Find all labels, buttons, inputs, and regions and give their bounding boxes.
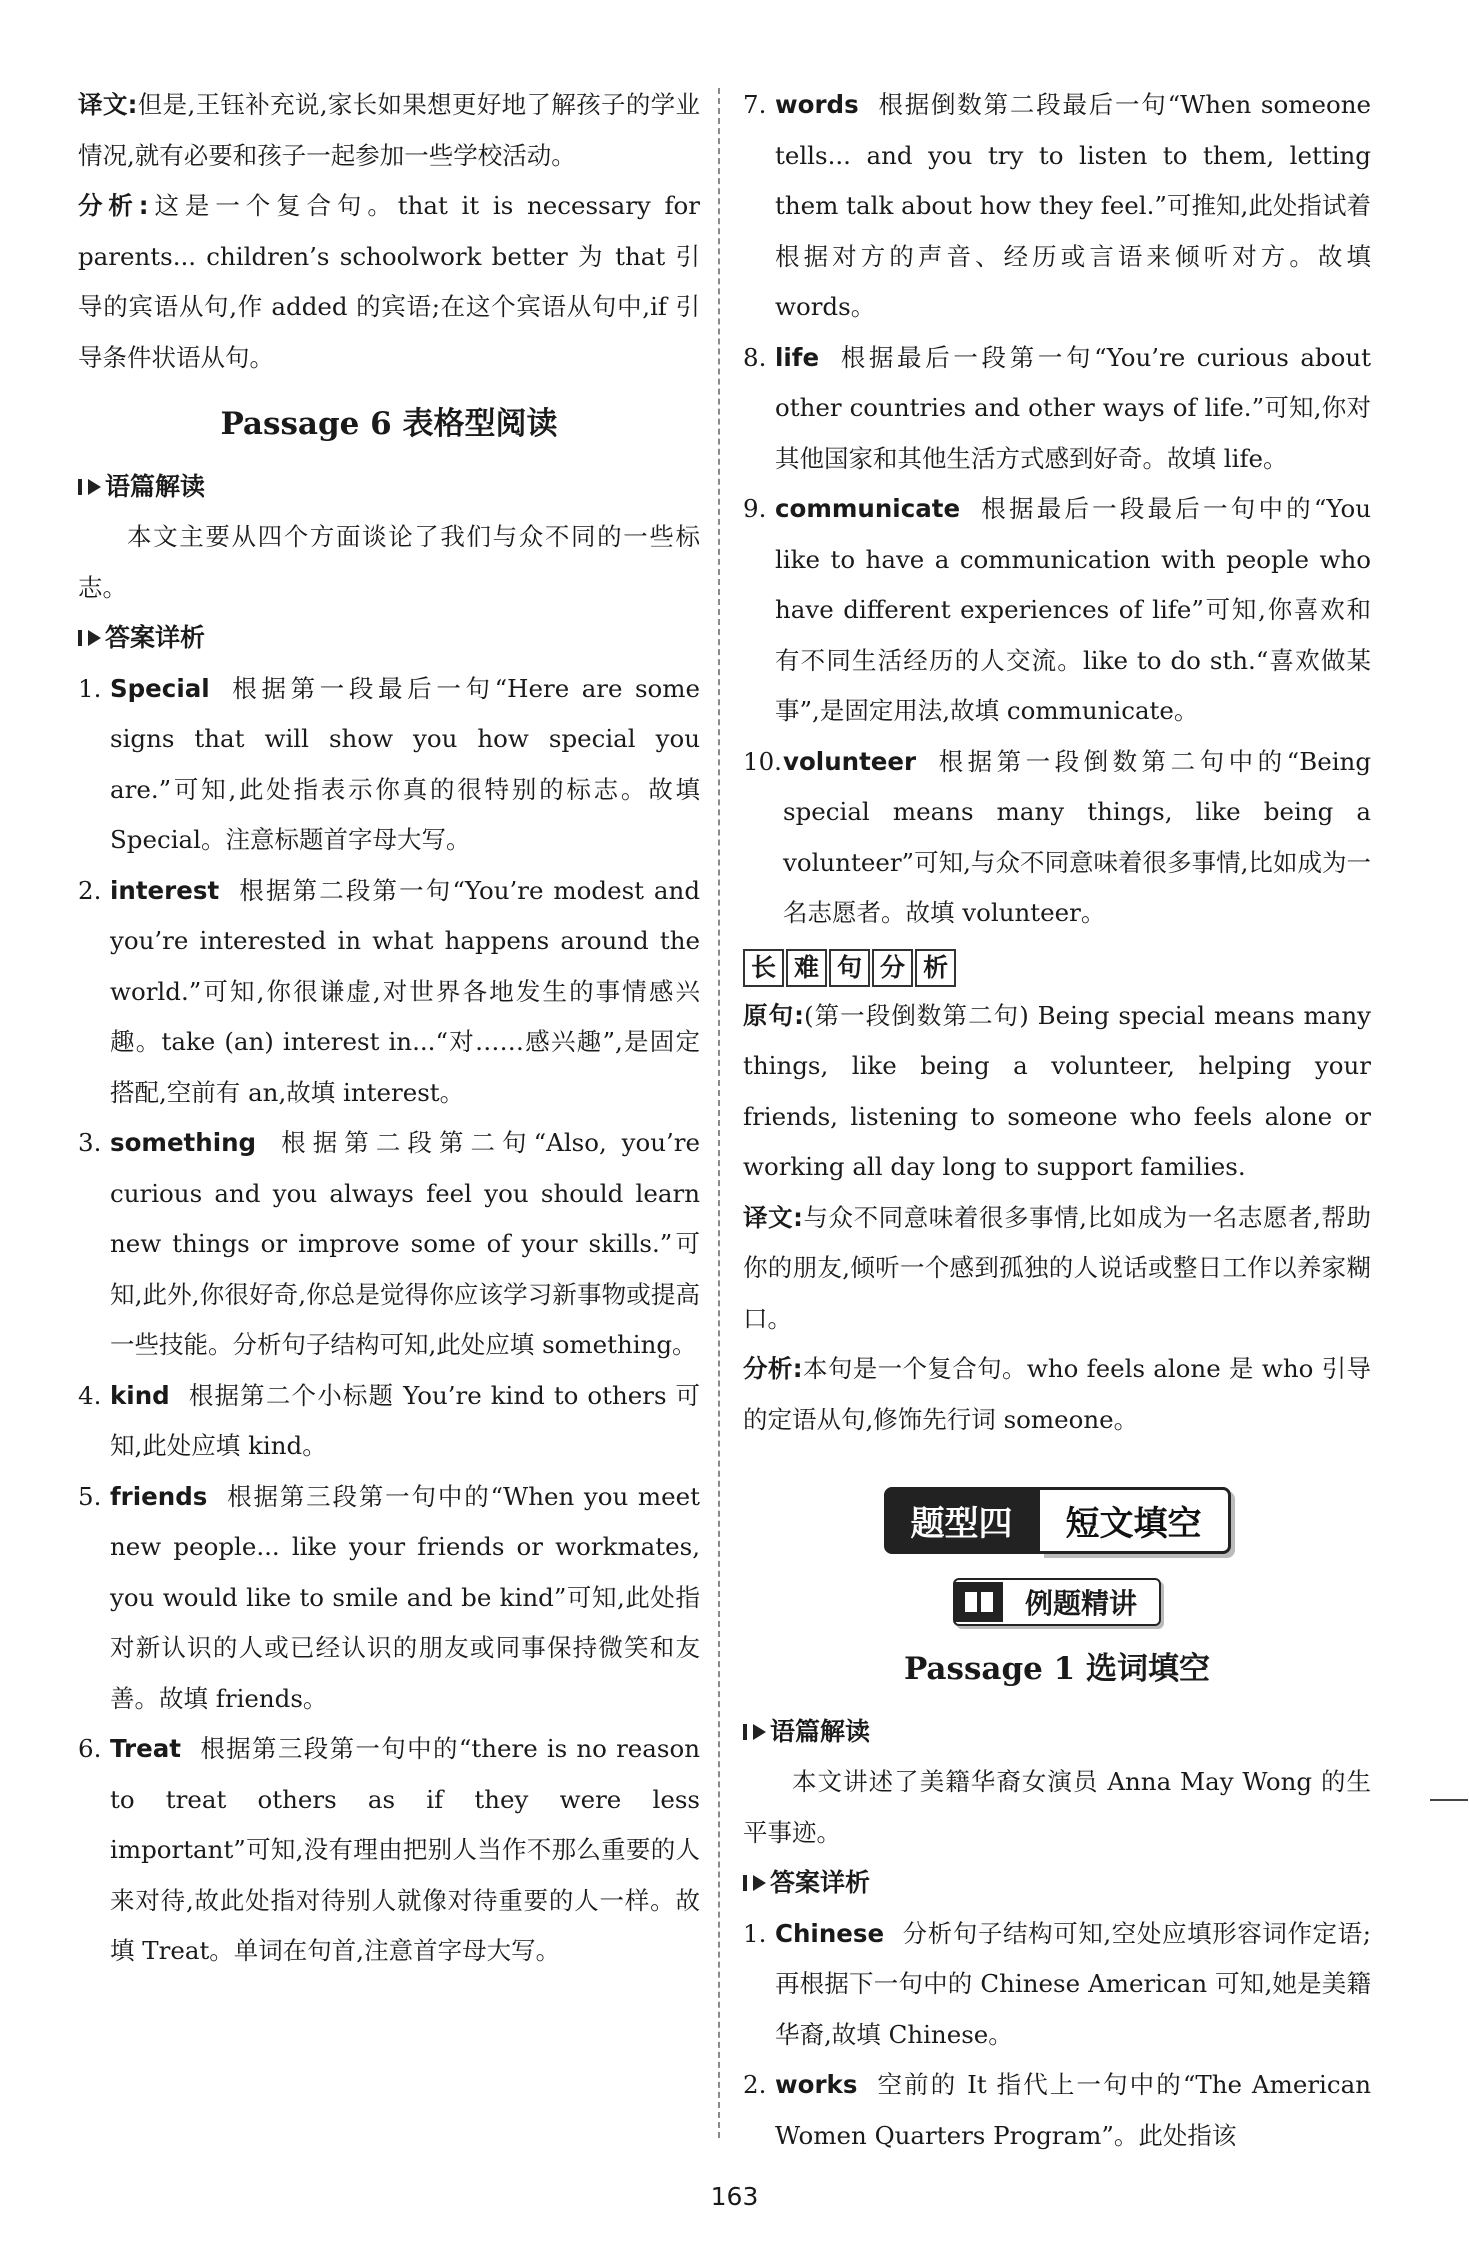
left-column: [78, 80, 700, 1977]
stripe-icon: [78, 479, 82, 495]
question-type-banner: [743, 1487, 1371, 1554]
triangle-icon: [753, 1875, 766, 1891]
triangle-icon: [753, 1724, 766, 1740]
item-explanation: 根据第三段第一句中的“there is no reason to treat others as if they were less important”可知,没有理由把别人当作不那么重要的人来对待,故此处指对待别人就像对待重要的人一样。故填 Treat。单词在句首,注意首字母大写。: [110, 1734, 700, 1965]
item-number: 1.: [743, 1918, 767, 1948]
answer-item: [78, 1371, 700, 1472]
item-explanation: 根据第三段第一句中的“When you meet new people... like your friends or workmates, you would like to smile and be kind”可知,此处指对新认识的人或已经认识的朋友或同事保持微笑和友善。故填 friends。: [110, 1481, 700, 1713]
reading-heading: [78, 462, 700, 513]
item-answer: communicate: [775, 494, 961, 523]
answer-item: [78, 1118, 700, 1371]
item-explanation: 根据最后一段最后一句中的“You like to have a communication with people who have different experiences of life”可知,你喜欢和有不同生活经历的人交流。like to do sth.“喜欢做某事”,是固定用法,故填 communicate。: [775, 494, 1371, 725]
item-answer: works: [775, 2070, 858, 2099]
original-text: (第一段倒数第二句) Being special means many things, like being a volunteer, helping your friends, listening to someone who feels alone or working all day long to support families.: [743, 1000, 1371, 1181]
answers-heading: [743, 1858, 1371, 1909]
analysis-text: 本句是一个复合句。who feels alone 是 who 引导的定语从句,修饰先行词 someone。: [743, 1354, 1371, 1434]
translation-text: 与众不同意味着很多事情,比如成为一名志愿者,帮助你的朋友,倾听一个感到孤独的人说话或整日工作以养家糊口。: [743, 1202, 1371, 1333]
reading-heading-label: 语篇解读: [770, 1716, 871, 1746]
analysis-label: 分析:: [743, 1354, 803, 1383]
item-answer: something: [110, 1128, 257, 1157]
heading-char: 句: [829, 949, 870, 987]
item-answer: Special: [110, 673, 210, 703]
passage-title: Passage 1 选词填空: [903, 1651, 1211, 1687]
heading-char: 长: [743, 949, 784, 987]
sentence-translation: [743, 1193, 1371, 1345]
answer-item: [743, 80, 1371, 333]
answers-heading: [78, 613, 700, 664]
margin-mark: [1430, 1799, 1468, 1801]
answer-item: [743, 2060, 1371, 2161]
answer-item: [78, 1724, 700, 1977]
heading-char: 析: [915, 949, 956, 987]
item-explanation: 根据第二段第一句“You’re modest and you’re interested in what happens around the world.”可知,你很谦虚,对世界各地发生的事情感兴趣。take (an) interest in...“对……感兴趣”,是固定搭配,空前有 an,故填 interest。: [110, 875, 700, 1107]
example-banner-label: 例题精讲: [1024, 1587, 1137, 1620]
item-answer: words: [775, 90, 859, 119]
reading-summary: 本文讲述了美籍华裔女演员 Anna May Wong 的生平事迹。: [743, 1767, 1371, 1847]
book-icon: [955, 1582, 1003, 1622]
item-number: 2.: [78, 875, 102, 905]
item-answer: interest: [110, 875, 220, 905]
answer-item: [743, 1909, 1371, 2061]
answer-item: [78, 664, 700, 866]
item-answer: Treat: [110, 1734, 181, 1763]
item-explanation: 根据第一段倒数第二句中的“Being special means many things, like being a volunteer”可知,与众不同意味着很多事情,比如成为一名志愿者。故填 volunteer。: [783, 746, 1371, 927]
item-answer: kind: [110, 1380, 170, 1410]
answer-item: [743, 737, 1371, 939]
answer-item: [78, 1472, 700, 1725]
item-explanation: 空前的 It 指代上一句中的“The American Women Quarters Program”。此处指该: [775, 2070, 1371, 2150]
sentence-analysis: [743, 1344, 1371, 1445]
item-answer: friends: [110, 1481, 208, 1511]
item-explanation: 分析句子结构可知,空处应填形容词作定语;再根据下一句中的 Chinese American 可知,她是美籍华裔,故填 Chinese。: [775, 1918, 1371, 2049]
item-explanation: 根据第一段最后一句“Here are some signs that will show you how special you are.”可知,此处指表示你真的很特别的标志。故填 Special。注意标题首字母大写。: [110, 673, 701, 854]
item-number: 8.: [743, 342, 767, 372]
analysis-text: 这是一个复合句。that it is necessary for parents... children’s schoolwork better 为 that 引导的宾语从句,作 added 的宾语;在这个宾语从句中,if 引导条件状语从句。: [78, 191, 700, 372]
triangle-icon: [88, 630, 101, 646]
item-number: 3.: [78, 1128, 102, 1157]
page-number: 163: [710, 2182, 759, 2211]
reading-summary: 本文主要从四个方面谈论了我们与众不同的一些标志。: [78, 522, 700, 602]
item-explanation: 根据第二个小标题 You’re kind to others 可知,此处应填 kind。: [110, 1380, 700, 1460]
item-explanation: 根据第二段第二句“Also, you’re curious and you always feel you should learn new things or improve some of your skills.”可知,此外,你很好奇,你总是觉得你应该学习新事物或提高一些技能。分析句子结构可知,此处应填 something。: [110, 1128, 700, 1359]
heading-char: 分: [872, 949, 913, 987]
stripe-icon: [743, 1724, 747, 1740]
item-explanation: 根据倒数第二段最后一句“When someone tells... and you try to listen to them, letting them talk about how they feel.”可推知,此处指试着根据对方的声音、经历或言语来倾听对方。故填 words。: [775, 90, 1371, 321]
item-number: 6.: [78, 1734, 102, 1763]
stripe-icon: [743, 1875, 747, 1891]
triangle-icon: [88, 479, 101, 495]
right-column: [743, 80, 1371, 2161]
original-label: 原句:: [743, 1000, 804, 1030]
translation-text: 但是,王钰补充说,家长如果想更好地了解孩子的学业情况,就有必要和孩子一起参加一些学校活动。: [78, 90, 700, 170]
question-type-label: 题型四: [884, 1487, 1040, 1554]
item-number: 9.: [743, 494, 767, 523]
answers-heading-label: 答案详析: [770, 1868, 871, 1897]
original-sentence: [743, 991, 1371, 1193]
intro-analysis: [78, 181, 700, 383]
column-divider: [718, 88, 720, 2138]
item-number: 1.: [78, 673, 102, 703]
item-answer: volunteer: [783, 746, 917, 776]
item-number: 7.: [743, 90, 767, 119]
question-type-title: 短文填空: [1040, 1487, 1231, 1554]
answers-heading-label: 答案详析: [105, 623, 206, 652]
answer-item: [743, 333, 1371, 485]
heading-char: 难: [786, 949, 827, 987]
item-number: 2.: [743, 2070, 767, 2099]
item-answer: life: [775, 342, 820, 372]
item-answer: Chinese: [775, 1918, 885, 1948]
item-number: 4.: [78, 1380, 102, 1410]
reading-heading-label: 语篇解读: [105, 471, 206, 501]
translation-label: 译文:: [78, 90, 138, 119]
answer-item: [78, 866, 700, 1119]
item-number: 5.: [78, 1481, 102, 1511]
answer-item: [743, 484, 1371, 737]
analysis-label: 分析:: [78, 191, 149, 220]
stripe-icon: [78, 630, 82, 646]
item-explanation: 根据最后一段第一句“You’re curious about other countries and other ways of life.”可知,你对其他国家和其他生活方式感到好奇。故填 life。: [775, 342, 1371, 473]
reading-heading: [743, 1707, 1371, 1758]
intro-translation: [78, 80, 700, 181]
long-sentence-heading: [743, 949, 1371, 987]
passage-title: Passage 6 表格型阅读: [220, 406, 558, 442]
translation-label: 译文:: [743, 1202, 803, 1232]
example-banner: [743, 1578, 1371, 1626]
item-number: 10.: [743, 746, 782, 776]
example-banner-box: [953, 1578, 1161, 1626]
